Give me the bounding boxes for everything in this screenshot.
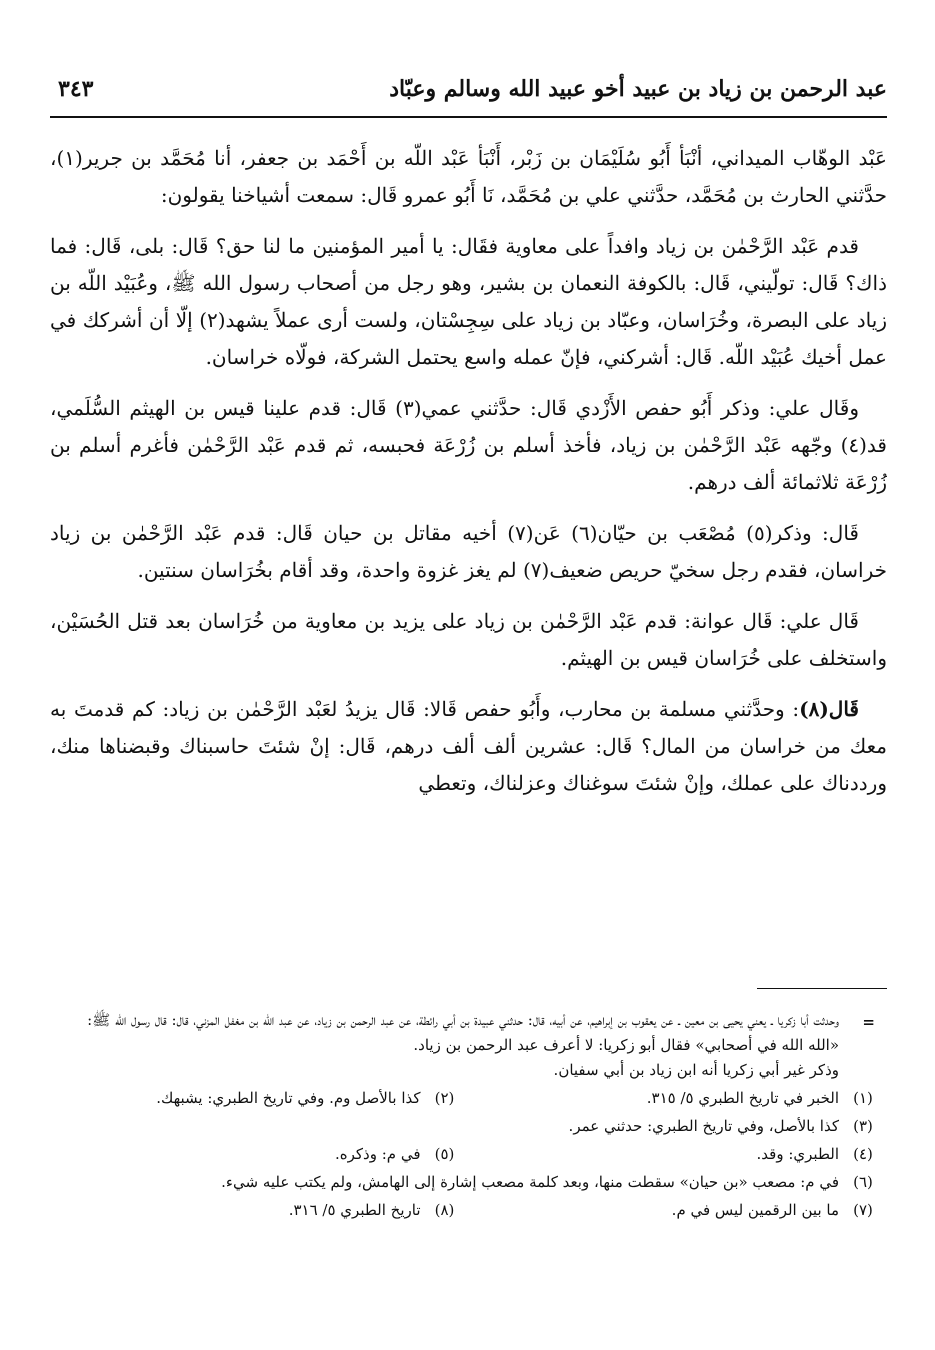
paragraph: [50, 691, 887, 802]
footnote: [469, 1086, 888, 1111]
footnote-continuation: [50, 1008, 887, 1083]
footnote-separator: [757, 988, 887, 989]
paragraph: وقَال علي: وذكر أَبُو حفص الأَزْدي قَال: حدَّثني عمي(٣) قَال: قدم علينا قيس بن الهيثم السُّلَمي، قد(٤) وجّهه عَبْد الرَّحْمٰن بن زياد، فأخذ أسلم بن زُرْعَة فحبسه، ثم قدم عَبْد الرَّحْمٰن فأغرم أسلم بن زُرْعَة ثلاثمائة ألف درهم.: [50, 396, 887, 494]
paragraph-lead: قَال(٨): [799, 697, 859, 721]
footnote: [50, 1114, 887, 1139]
footnote-text: كذا بالأصل وم. وفي تاريخ الطبري: يشبهك.: [156, 1089, 421, 1107]
footnote-text: تاريخ الطبري ٥/ ٣١٦.: [288, 1201, 421, 1219]
footnote-number: (٨): [434, 1201, 455, 1219]
footnote-number: (٦): [853, 1173, 873, 1191]
footnote-row: [50, 1114, 887, 1139]
footnote-number: (٣): [853, 1117, 873, 1135]
footnotes: [50, 1008, 887, 1223]
footnote-line: وحدثت أبا زكريا ـ يعني يحيى بن معين ـ عن يعقوب بن إبراهيم، عن أبيه، قال: حدثني عبيدة بن أبي رائطة، عن عبد الرحمن بن زياد، عن عبد الله بن مغفل المزني، قال: قال رسول اللّه ﷺ:: [87, 1011, 839, 1029]
page-number: ٣٤٣: [58, 76, 94, 102]
page-header: [50, 72, 887, 118]
footnote-row: [50, 1086, 887, 1111]
footnote-number: (٢): [434, 1089, 455, 1107]
footnote: [469, 1198, 888, 1223]
running-title: عبد الرحمن بن زياد بن عبيد أخو عبيد الله وسالم وعبّاد: [389, 76, 887, 102]
paragraph: قَال: وذكر(٥) مُصْعَب بن حيّان(٦) عَن(٧) أخيه مقاتل بن حيان قَال: قدم عَبْد الرَّحْمٰن بن زياد خراسان، فقدم رجل سخيّ حريص ضعيف(٧) لم يغز غزوة واحدة، وقد أقام بخُرَاسان سنتين.: [50, 521, 887, 582]
footnote: [50, 1198, 469, 1223]
paragraph: قَال علي: قَال عوانة: قدم عَبْد الرَّحْمٰن بن زياد على يزيد بن معاوية من خُرَاسان بعد قتل الحُسَيْن، واستخلف على خُرَاسان قيس بن الهيثم.: [50, 609, 887, 670]
footnote-text: في م: وذكره.: [334, 1145, 421, 1163]
continuation-mark: =: [862, 1013, 875, 1031]
footnote-row: [50, 1198, 887, 1223]
paragraph: قدم عَبْد الرَّحْمٰن بن زياد وافداً على معاوية فقَال: يا أمير المؤمنين ما لنا حق؟ قَال: بلى، قَال: فما ذاك؟ قَال: تولّيني، قَال: بالكوفة النعمان بن بشير، وهو رجل من أصحاب رسول الله ﷺ، وعُبَيْد اللّه بن زياد على البصرة، وخُرَاسان، وعبّاد بن زياد على سِجِسْتان، ولست أرى عملاً يشهد(٢) إلّا أن أشركك في عمل أخيك عُبَيْد اللّه. قَال: أشركني، فإنّ عمله واسع يحتمل الشركة، فولّاه خراسان.: [50, 234, 887, 369]
footnote-number: (٤): [853, 1145, 873, 1163]
main-text: [50, 140, 887, 816]
footnote-text: ما بين الرقمين ليس في م.: [671, 1201, 839, 1219]
footnote-row: [50, 1170, 887, 1195]
paragraph: عَبْد الوهّاب الميداني، أنْبَأ أَبُو سُلَيْمَان بن زَبْر، أَنْبَأ عَبْد اللّه بن أَحْمَد بن جعفر، أنا مُحَمَّد بن جرير(١)، حدَّثني الحارث بن مُحَمَّد، حدَّثني علي بن مُحَمَّد، نَا أَبُو عمرو قَال: سمعت أشياخنا يقولون:: [50, 146, 887, 207]
footnote: [50, 1086, 469, 1111]
footnote-text: في م: مصعب «بن حيان» سقطت منها، وبعد كلمة مصعب إشارة إلى الهامش، ولم يكتب عليه شيء.: [221, 1173, 839, 1191]
footnote-number: (١): [853, 1089, 873, 1107]
footnote-line: «الله الله في أصحابي» فقال أبو زكريا: لا أعرف عبد الرحمن بن زياد.: [413, 1036, 839, 1054]
footnote-number: (٥): [434, 1145, 455, 1163]
footnote-row: [50, 1142, 887, 1167]
footnote-number: (٧): [853, 1201, 873, 1219]
footnote: [50, 1170, 887, 1195]
footnote-line: وذكر غير أبي زكريا أنه ابن زياد بن أبي سفيان.: [553, 1061, 839, 1079]
footnote-text: كذا بالأصل، وفي تاريخ الطبري: حدثني عمر.: [568, 1117, 839, 1135]
footnote-text: الطبري: وقد.: [756, 1145, 839, 1163]
footnote-text: الخبر في تاريخ الطبري ٥/ ٣١٥.: [646, 1089, 839, 1107]
footnote: [50, 1142, 469, 1167]
footnote: [469, 1142, 888, 1167]
paragraph-text: : وحدَّثني مسلمة بن محارب، وأَبُو حفص قَالا: قَال يزيدُ لعَبْد الرَّحْمٰن بن زياد: كم قدمتَ به معك من خراسان من المال؟ قَال: عشرين ألف ألف درهم، قَال: إنْ شئتَ حاسبناك وقبضناها منك، ورددناك على عملك، وإنْ شئتَ سوغناك وعزلناك، وتعطي: [50, 697, 887, 795]
